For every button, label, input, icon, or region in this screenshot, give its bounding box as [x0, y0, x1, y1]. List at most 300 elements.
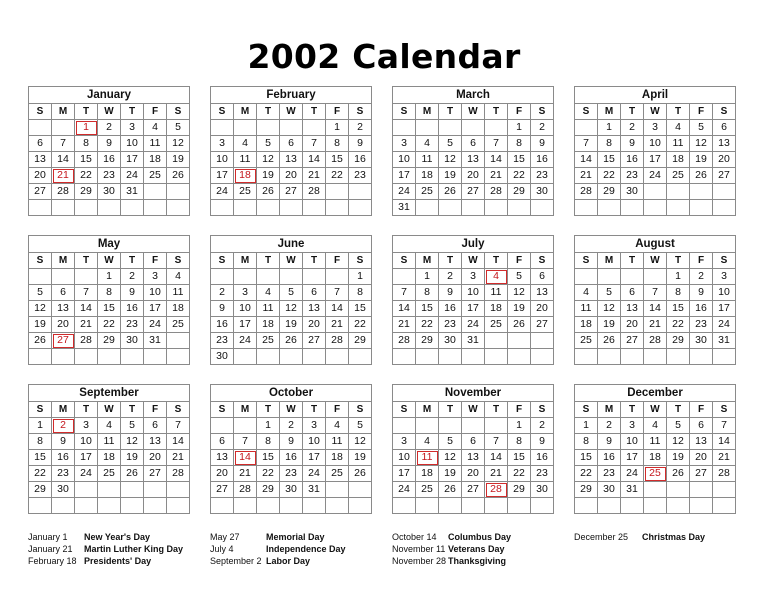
day-cell: 17: [75, 450, 98, 466]
day-cell: 19: [167, 152, 190, 168]
day-cell: 26: [690, 168, 713, 184]
weekday-header: T: [621, 253, 644, 269]
holiday-row: [574, 531, 705, 543]
day-cell: 8: [326, 136, 349, 152]
day-cell: 11: [644, 434, 667, 450]
empty-cell: [29, 349, 52, 365]
day-cell: 31: [621, 482, 644, 498]
day-cell: 28: [303, 184, 326, 200]
empty-cell: [713, 349, 736, 365]
weekday-header: F: [326, 402, 349, 418]
empty-cell: [75, 349, 98, 365]
empty-cell: [416, 418, 439, 434]
day-cell: 22: [349, 317, 372, 333]
day-cell: 14: [485, 152, 508, 168]
day-cell: 16: [598, 450, 621, 466]
day-cell: 21: [75, 317, 98, 333]
empty-cell: [75, 498, 98, 514]
day-cell: 1: [257, 418, 280, 434]
weekday-header: W: [98, 104, 121, 120]
empty-cell: [326, 482, 349, 498]
day-cell: 12: [167, 136, 190, 152]
empty-cell: [75, 200, 98, 216]
day-cell: 23: [531, 466, 554, 482]
empty-cell: [416, 498, 439, 514]
empty-cell: [531, 349, 554, 365]
day-cell: 14: [303, 152, 326, 168]
empty-cell: [621, 498, 644, 514]
empty-cell: [144, 349, 167, 365]
weekday-header: M: [416, 402, 439, 418]
day-cell: 18: [667, 152, 690, 168]
day-cell: 3: [393, 136, 416, 152]
day-cell: 4: [644, 418, 667, 434]
day-cell: 6: [303, 285, 326, 301]
day-cell: 27: [713, 168, 736, 184]
month-name: April: [575, 87, 736, 104]
day-cell: 18: [144, 152, 167, 168]
empty-cell: [121, 349, 144, 365]
day-cell: 16: [211, 317, 234, 333]
holiday-day-cell: 28: [485, 482, 508, 498]
weekday-header: T: [485, 104, 508, 120]
empty-cell: [575, 200, 598, 216]
weekday-header: W: [280, 402, 303, 418]
holiday-row: [210, 555, 346, 567]
day-cell: 11: [667, 136, 690, 152]
empty-cell: [167, 482, 190, 498]
day-cell: 16: [531, 450, 554, 466]
day-cell: 29: [598, 184, 621, 200]
weekday-header: S: [167, 104, 190, 120]
day-cell: 27: [280, 184, 303, 200]
weekday-header: W: [280, 253, 303, 269]
day-cell: 20: [462, 168, 485, 184]
empty-cell: [144, 482, 167, 498]
weekday-header: T: [257, 104, 280, 120]
month-october: [210, 384, 372, 514]
empty-cell: [29, 498, 52, 514]
day-cell: 21: [644, 317, 667, 333]
day-cell: 2: [621, 120, 644, 136]
day-cell: 28: [326, 333, 349, 349]
empty-cell: [575, 498, 598, 514]
day-cell: 30: [531, 482, 554, 498]
day-cell: 24: [644, 168, 667, 184]
day-cell: 3: [644, 120, 667, 136]
holiday-date: September 2: [210, 556, 262, 566]
day-cell: 20: [144, 450, 167, 466]
day-cell: 30: [211, 349, 234, 365]
holiday-row: [28, 531, 183, 543]
empty-cell: [144, 498, 167, 514]
weekday-header: M: [416, 104, 439, 120]
weekday-header: S: [211, 104, 234, 120]
day-cell: 18: [575, 317, 598, 333]
weekday-header: F: [144, 402, 167, 418]
empty-cell: [667, 349, 690, 365]
day-cell: 12: [667, 434, 690, 450]
empty-cell: [52, 120, 75, 136]
month-name: August: [575, 236, 736, 253]
day-cell: 18: [167, 301, 190, 317]
day-cell: 13: [29, 152, 52, 168]
empty-cell: [349, 498, 372, 514]
weekday-header: F: [326, 253, 349, 269]
day-cell: 8: [416, 285, 439, 301]
day-cell: 25: [98, 466, 121, 482]
day-cell: 21: [303, 168, 326, 184]
month-name: December: [575, 385, 736, 402]
day-cell: 3: [393, 434, 416, 450]
day-cell: 20: [280, 168, 303, 184]
day-cell: 4: [416, 136, 439, 152]
day-cell: 15: [29, 450, 52, 466]
day-cell: 20: [462, 466, 485, 482]
day-cell: 12: [29, 301, 52, 317]
holiday-name: Thanksgiving: [448, 556, 507, 566]
weekday-header: S: [29, 104, 52, 120]
day-cell: 11: [326, 434, 349, 450]
day-cell: 29: [667, 333, 690, 349]
day-cell: 23: [621, 168, 644, 184]
day-cell: 22: [416, 317, 439, 333]
month-march: [392, 86, 554, 216]
day-cell: 12: [280, 301, 303, 317]
day-cell: 11: [167, 285, 190, 301]
day-cell: 29: [416, 333, 439, 349]
day-cell: 9: [598, 434, 621, 450]
day-cell: 15: [98, 301, 121, 317]
day-cell: 9: [621, 136, 644, 152]
day-cell: 28: [52, 184, 75, 200]
day-cell: 10: [393, 450, 416, 466]
weekday-header: W: [644, 253, 667, 269]
empty-cell: [211, 498, 234, 514]
empty-cell: [29, 269, 52, 285]
day-cell: 29: [575, 482, 598, 498]
day-cell: 24: [75, 466, 98, 482]
day-cell: 13: [52, 301, 75, 317]
day-cell: 2: [280, 418, 303, 434]
day-cell: 30: [98, 184, 121, 200]
day-cell: 26: [167, 168, 190, 184]
weekday-header: S: [713, 104, 736, 120]
empty-cell: [98, 482, 121, 498]
month-name: October: [211, 385, 372, 402]
day-cell: 5: [690, 120, 713, 136]
day-cell: 28: [644, 333, 667, 349]
holiday-day-cell: 25: [644, 466, 667, 482]
day-cell: 18: [416, 168, 439, 184]
day-cell: 19: [280, 317, 303, 333]
day-cell: 1: [508, 418, 531, 434]
day-cell: 4: [144, 120, 167, 136]
weekday-header: F: [508, 253, 531, 269]
day-cell: 9: [439, 285, 462, 301]
holiday-name: Martin Luther King Day: [84, 544, 184, 554]
day-cell: 10: [393, 152, 416, 168]
empty-cell: [303, 200, 326, 216]
empty-cell: [393, 349, 416, 365]
day-cell: 23: [121, 317, 144, 333]
day-cell: 13: [211, 450, 234, 466]
day-cell: 3: [121, 120, 144, 136]
empty-cell: [303, 349, 326, 365]
empty-cell: [52, 349, 75, 365]
day-cell: 23: [98, 168, 121, 184]
day-cell: 29: [257, 482, 280, 498]
empty-cell: [29, 200, 52, 216]
weekday-header: T: [439, 104, 462, 120]
empty-cell: [644, 498, 667, 514]
weekday-header: M: [234, 104, 257, 120]
weekday-header: W: [644, 104, 667, 120]
day-cell: 25: [416, 482, 439, 498]
day-cell: 23: [349, 168, 372, 184]
day-cell: 6: [621, 285, 644, 301]
day-cell: 16: [531, 152, 554, 168]
day-cell: 1: [508, 120, 531, 136]
empty-cell: [393, 269, 416, 285]
day-cell: 1: [326, 120, 349, 136]
day-cell: 31: [393, 200, 416, 216]
day-cell: 11: [234, 152, 257, 168]
month-name: March: [393, 87, 554, 104]
empty-cell: [303, 120, 326, 136]
day-cell: 6: [713, 120, 736, 136]
day-cell: 17: [713, 301, 736, 317]
empty-cell: [598, 349, 621, 365]
weekday-header: F: [508, 104, 531, 120]
month-january: [28, 86, 190, 216]
day-cell: 25: [485, 317, 508, 333]
day-cell: 8: [598, 136, 621, 152]
empty-cell: [144, 200, 167, 216]
day-cell: 22: [508, 466, 531, 482]
day-cell: 29: [349, 333, 372, 349]
day-cell: 7: [485, 434, 508, 450]
day-cell: 2: [439, 269, 462, 285]
day-cell: 19: [667, 450, 690, 466]
weekday-header: S: [531, 402, 554, 418]
day-cell: 5: [257, 136, 280, 152]
day-cell: 19: [257, 168, 280, 184]
empty-cell: [485, 333, 508, 349]
day-cell: 25: [416, 184, 439, 200]
weekday-header: T: [667, 104, 690, 120]
day-cell: 10: [75, 434, 98, 450]
day-cell: 18: [485, 301, 508, 317]
day-cell: 4: [257, 285, 280, 301]
day-cell: 27: [462, 482, 485, 498]
weekday-header: S: [393, 104, 416, 120]
day-cell: 21: [167, 450, 190, 466]
day-cell: 12: [439, 152, 462, 168]
day-cell: 15: [349, 301, 372, 317]
weekday-header: W: [462, 104, 485, 120]
empty-cell: [621, 200, 644, 216]
day-cell: 27: [690, 466, 713, 482]
day-cell: 8: [75, 136, 98, 152]
day-cell: 15: [575, 450, 598, 466]
day-cell: 14: [52, 152, 75, 168]
month-november: [392, 384, 554, 514]
weekday-header: W: [98, 402, 121, 418]
day-cell: 14: [644, 301, 667, 317]
day-cell: 26: [439, 482, 462, 498]
day-cell: 16: [349, 152, 372, 168]
day-cell: 14: [713, 434, 736, 450]
weekday-header: W: [280, 104, 303, 120]
day-cell: 24: [393, 184, 416, 200]
day-cell: 24: [621, 466, 644, 482]
empty-cell: [211, 269, 234, 285]
day-cell: 8: [257, 434, 280, 450]
empty-cell: [644, 184, 667, 200]
day-cell: 30: [121, 333, 144, 349]
day-cell: 13: [303, 301, 326, 317]
day-cell: 20: [690, 450, 713, 466]
day-cell: 15: [75, 152, 98, 168]
day-cell: 22: [598, 168, 621, 184]
holiday-day-cell: 14: [234, 450, 257, 466]
day-cell: 22: [75, 168, 98, 184]
empty-cell: [575, 269, 598, 285]
day-cell: 23: [52, 466, 75, 482]
weekday-header: S: [349, 402, 372, 418]
empty-cell: [234, 418, 257, 434]
empty-cell: [508, 349, 531, 365]
empty-cell: [644, 349, 667, 365]
day-cell: 31: [303, 482, 326, 498]
day-cell: 4: [326, 418, 349, 434]
day-cell: 29: [29, 482, 52, 498]
day-cell: 4: [167, 269, 190, 285]
holiday-day-cell: 21: [52, 168, 75, 184]
day-cell: 2: [349, 120, 372, 136]
holiday-column: [574, 531, 705, 543]
day-cell: 8: [29, 434, 52, 450]
day-cell: 21: [713, 450, 736, 466]
weekday-header: F: [144, 253, 167, 269]
day-cell: 23: [598, 466, 621, 482]
empty-cell: [598, 498, 621, 514]
empty-cell: [644, 200, 667, 216]
day-cell: 29: [508, 184, 531, 200]
month-name: January: [29, 87, 190, 104]
day-cell: 6: [690, 418, 713, 434]
empty-cell: [326, 200, 349, 216]
day-cell: 31: [713, 333, 736, 349]
day-cell: 15: [508, 450, 531, 466]
holiday-date: January 1: [28, 532, 68, 542]
empty-cell: [303, 498, 326, 514]
month-june: [210, 235, 372, 365]
empty-cell: [462, 349, 485, 365]
day-cell: 15: [598, 152, 621, 168]
empty-cell: [234, 200, 257, 216]
month-april: [574, 86, 736, 216]
day-cell: 21: [393, 317, 416, 333]
day-cell: 30: [531, 184, 554, 200]
day-cell: 17: [621, 450, 644, 466]
day-cell: 27: [303, 333, 326, 349]
day-cell: 4: [234, 136, 257, 152]
empty-cell: [485, 498, 508, 514]
empty-cell: [52, 200, 75, 216]
empty-cell: [690, 200, 713, 216]
month-august: [574, 235, 736, 365]
weekday-header: W: [644, 402, 667, 418]
day-cell: 24: [713, 317, 736, 333]
empty-cell: [211, 200, 234, 216]
day-cell: 14: [393, 301, 416, 317]
weekday-header: T: [303, 402, 326, 418]
weekday-header: F: [326, 104, 349, 120]
day-cell: 19: [508, 301, 531, 317]
day-cell: 4: [98, 418, 121, 434]
weekday-header: F: [690, 104, 713, 120]
day-cell: 7: [75, 285, 98, 301]
weekday-header: T: [439, 253, 462, 269]
day-cell: 17: [144, 301, 167, 317]
day-cell: 22: [508, 168, 531, 184]
empty-cell: [144, 184, 167, 200]
month-may: [28, 235, 190, 365]
day-cell: 20: [621, 317, 644, 333]
day-cell: 6: [52, 285, 75, 301]
day-cell: 25: [144, 168, 167, 184]
day-cell: 29: [75, 184, 98, 200]
day-cell: 16: [621, 152, 644, 168]
empty-cell: [280, 498, 303, 514]
day-cell: 10: [713, 285, 736, 301]
day-cell: 15: [326, 152, 349, 168]
weekday-header: F: [144, 104, 167, 120]
day-cell: 13: [621, 301, 644, 317]
day-cell: 14: [575, 152, 598, 168]
empty-cell: [713, 482, 736, 498]
day-cell: 1: [349, 269, 372, 285]
weekday-header: S: [531, 104, 554, 120]
empty-cell: [644, 269, 667, 285]
holiday-name: Presidents' Day: [84, 556, 152, 566]
weekday-header: M: [234, 253, 257, 269]
day-cell: 16: [52, 450, 75, 466]
day-cell: 23: [439, 317, 462, 333]
holiday-name: Memorial Day: [266, 532, 325, 542]
day-cell: 9: [531, 434, 554, 450]
holiday-name: Columbus Day: [448, 532, 512, 542]
empty-cell: [257, 269, 280, 285]
empty-cell: [485, 418, 508, 434]
day-cell: 16: [280, 450, 303, 466]
weekday-header: W: [462, 402, 485, 418]
day-cell: 13: [531, 285, 554, 301]
weekday-header: M: [598, 104, 621, 120]
holiday-row: [392, 531, 511, 543]
day-cell: 9: [211, 301, 234, 317]
day-cell: 25: [257, 333, 280, 349]
day-cell: 20: [29, 168, 52, 184]
day-cell: 10: [121, 136, 144, 152]
day-cell: 27: [462, 184, 485, 200]
day-cell: 27: [144, 466, 167, 482]
empty-cell: [485, 120, 508, 136]
day-cell: 11: [416, 152, 439, 168]
day-cell: 20: [713, 152, 736, 168]
